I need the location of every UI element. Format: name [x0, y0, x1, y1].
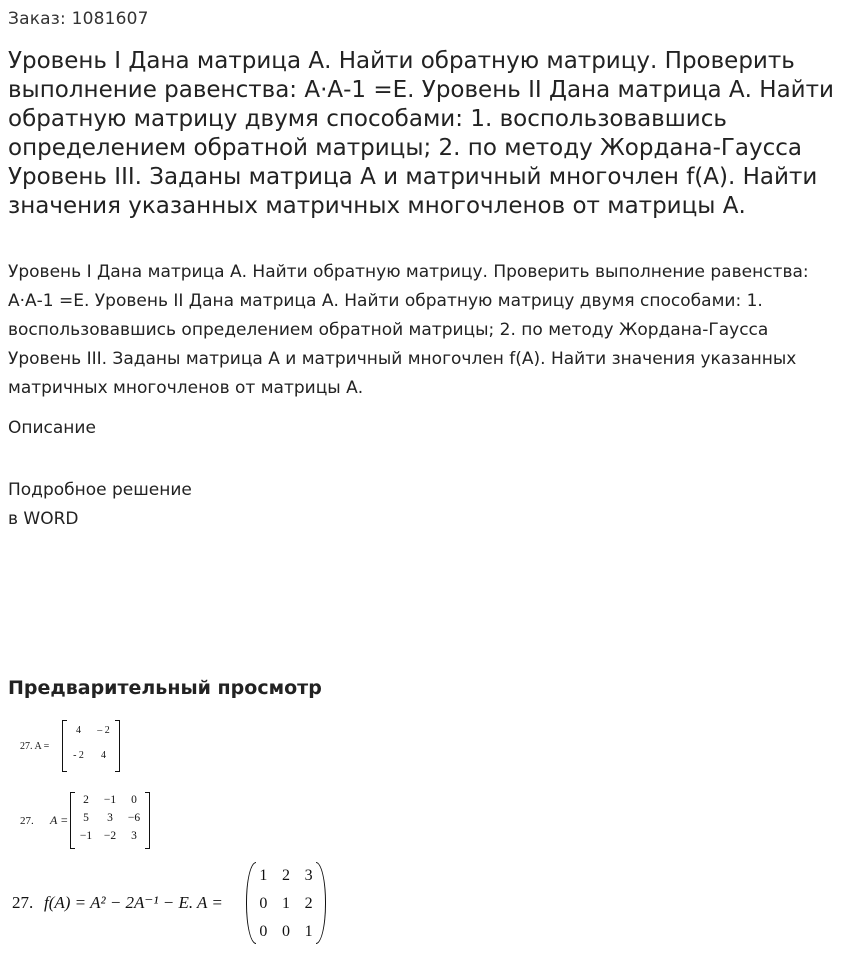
matrix-cell: 1 [281, 895, 290, 912]
page-title: Уровень I Дана матрица А. Найти обратную матрицу. Проверить выполнение равенства: А·А-1 =Е. Уровень II Дана матрица А. Найти обратную матрицу двумя способами: 1. воспользовавшись определением обратной матрицы; 2. по методу Жордана-Гаусса Уровень III. Заданы матрица А и матричный многочлен f(A). Найти значения указанных матричных многочленов от матрицы А. [8, 48, 834, 219]
matrix-cell: −2 [103, 830, 117, 842]
equation-2-number: 27. [20, 815, 34, 827]
preview-heading: Предварительный просмотр [8, 677, 322, 699]
matrix-2x2 [62, 720, 120, 772]
equation-3-number: 27. [12, 893, 34, 912]
matrix-cell: 0 [131, 794, 137, 806]
matrix-cell: 3 [107, 812, 113, 824]
order-number: Заказ: 1081607 [8, 9, 149, 29]
matrix-cell: 0 [281, 923, 290, 940]
matrix-cell: - 2 [73, 750, 84, 761]
matrix-cell: 3 [304, 867, 313, 884]
solution-format-line2: в WORD [8, 509, 79, 529]
solution-format-line1: Подробное решение [8, 480, 192, 500]
matrix-cell: 1 [259, 867, 268, 884]
matrix-3x3-f [246, 862, 326, 944]
matrix-cell: 4 [76, 725, 81, 736]
equation-3-prefix: f(A) = A² − 2A⁻¹ − E. A = [44, 893, 223, 912]
matrix-cell: 1 [304, 923, 313, 940]
preview-equation-2 [20, 792, 155, 850]
description-label: Описание [8, 418, 96, 438]
matrix-cell: – 2 [97, 725, 110, 736]
matrix-cell: −1 [103, 794, 117, 806]
task-description: Уровень I Дана матрица А. Найти обратную матрицу. Проверить выполнение равенства: А·А-1 =Е. Уровень II Дана матрица А. Найти обратную матрицу двумя способами: 1. воспользовавшись определением обратной матрицы; 2. по методу Жордана-Гаусса Уровень III. Заданы матрица А и матричный многочлен f(A). Найти значения указанных матричных многочленов от матрицы А. [8, 262, 809, 398]
matrix-cell: −1 [79, 830, 93, 842]
preview-equation-3 [12, 862, 332, 946]
matrix-cell: 2 [304, 895, 313, 912]
matrix-cell: 2 [281, 867, 290, 884]
matrix-3x3 [70, 792, 150, 849]
matrix-cell: 0 [259, 923, 268, 940]
matrix-cell: 4 [101, 750, 106, 761]
matrix-cell: 0 [259, 895, 268, 912]
matrix-cell: 2 [83, 794, 89, 806]
matrix-cell: −6 [127, 812, 141, 824]
preview-equation-1 [20, 720, 130, 774]
equation-1-prefix: 27. A = [20, 741, 50, 752]
equation-2-prefix: A = [50, 813, 69, 827]
matrix-cell: 5 [83, 812, 89, 824]
matrix-cell: 3 [131, 830, 137, 842]
